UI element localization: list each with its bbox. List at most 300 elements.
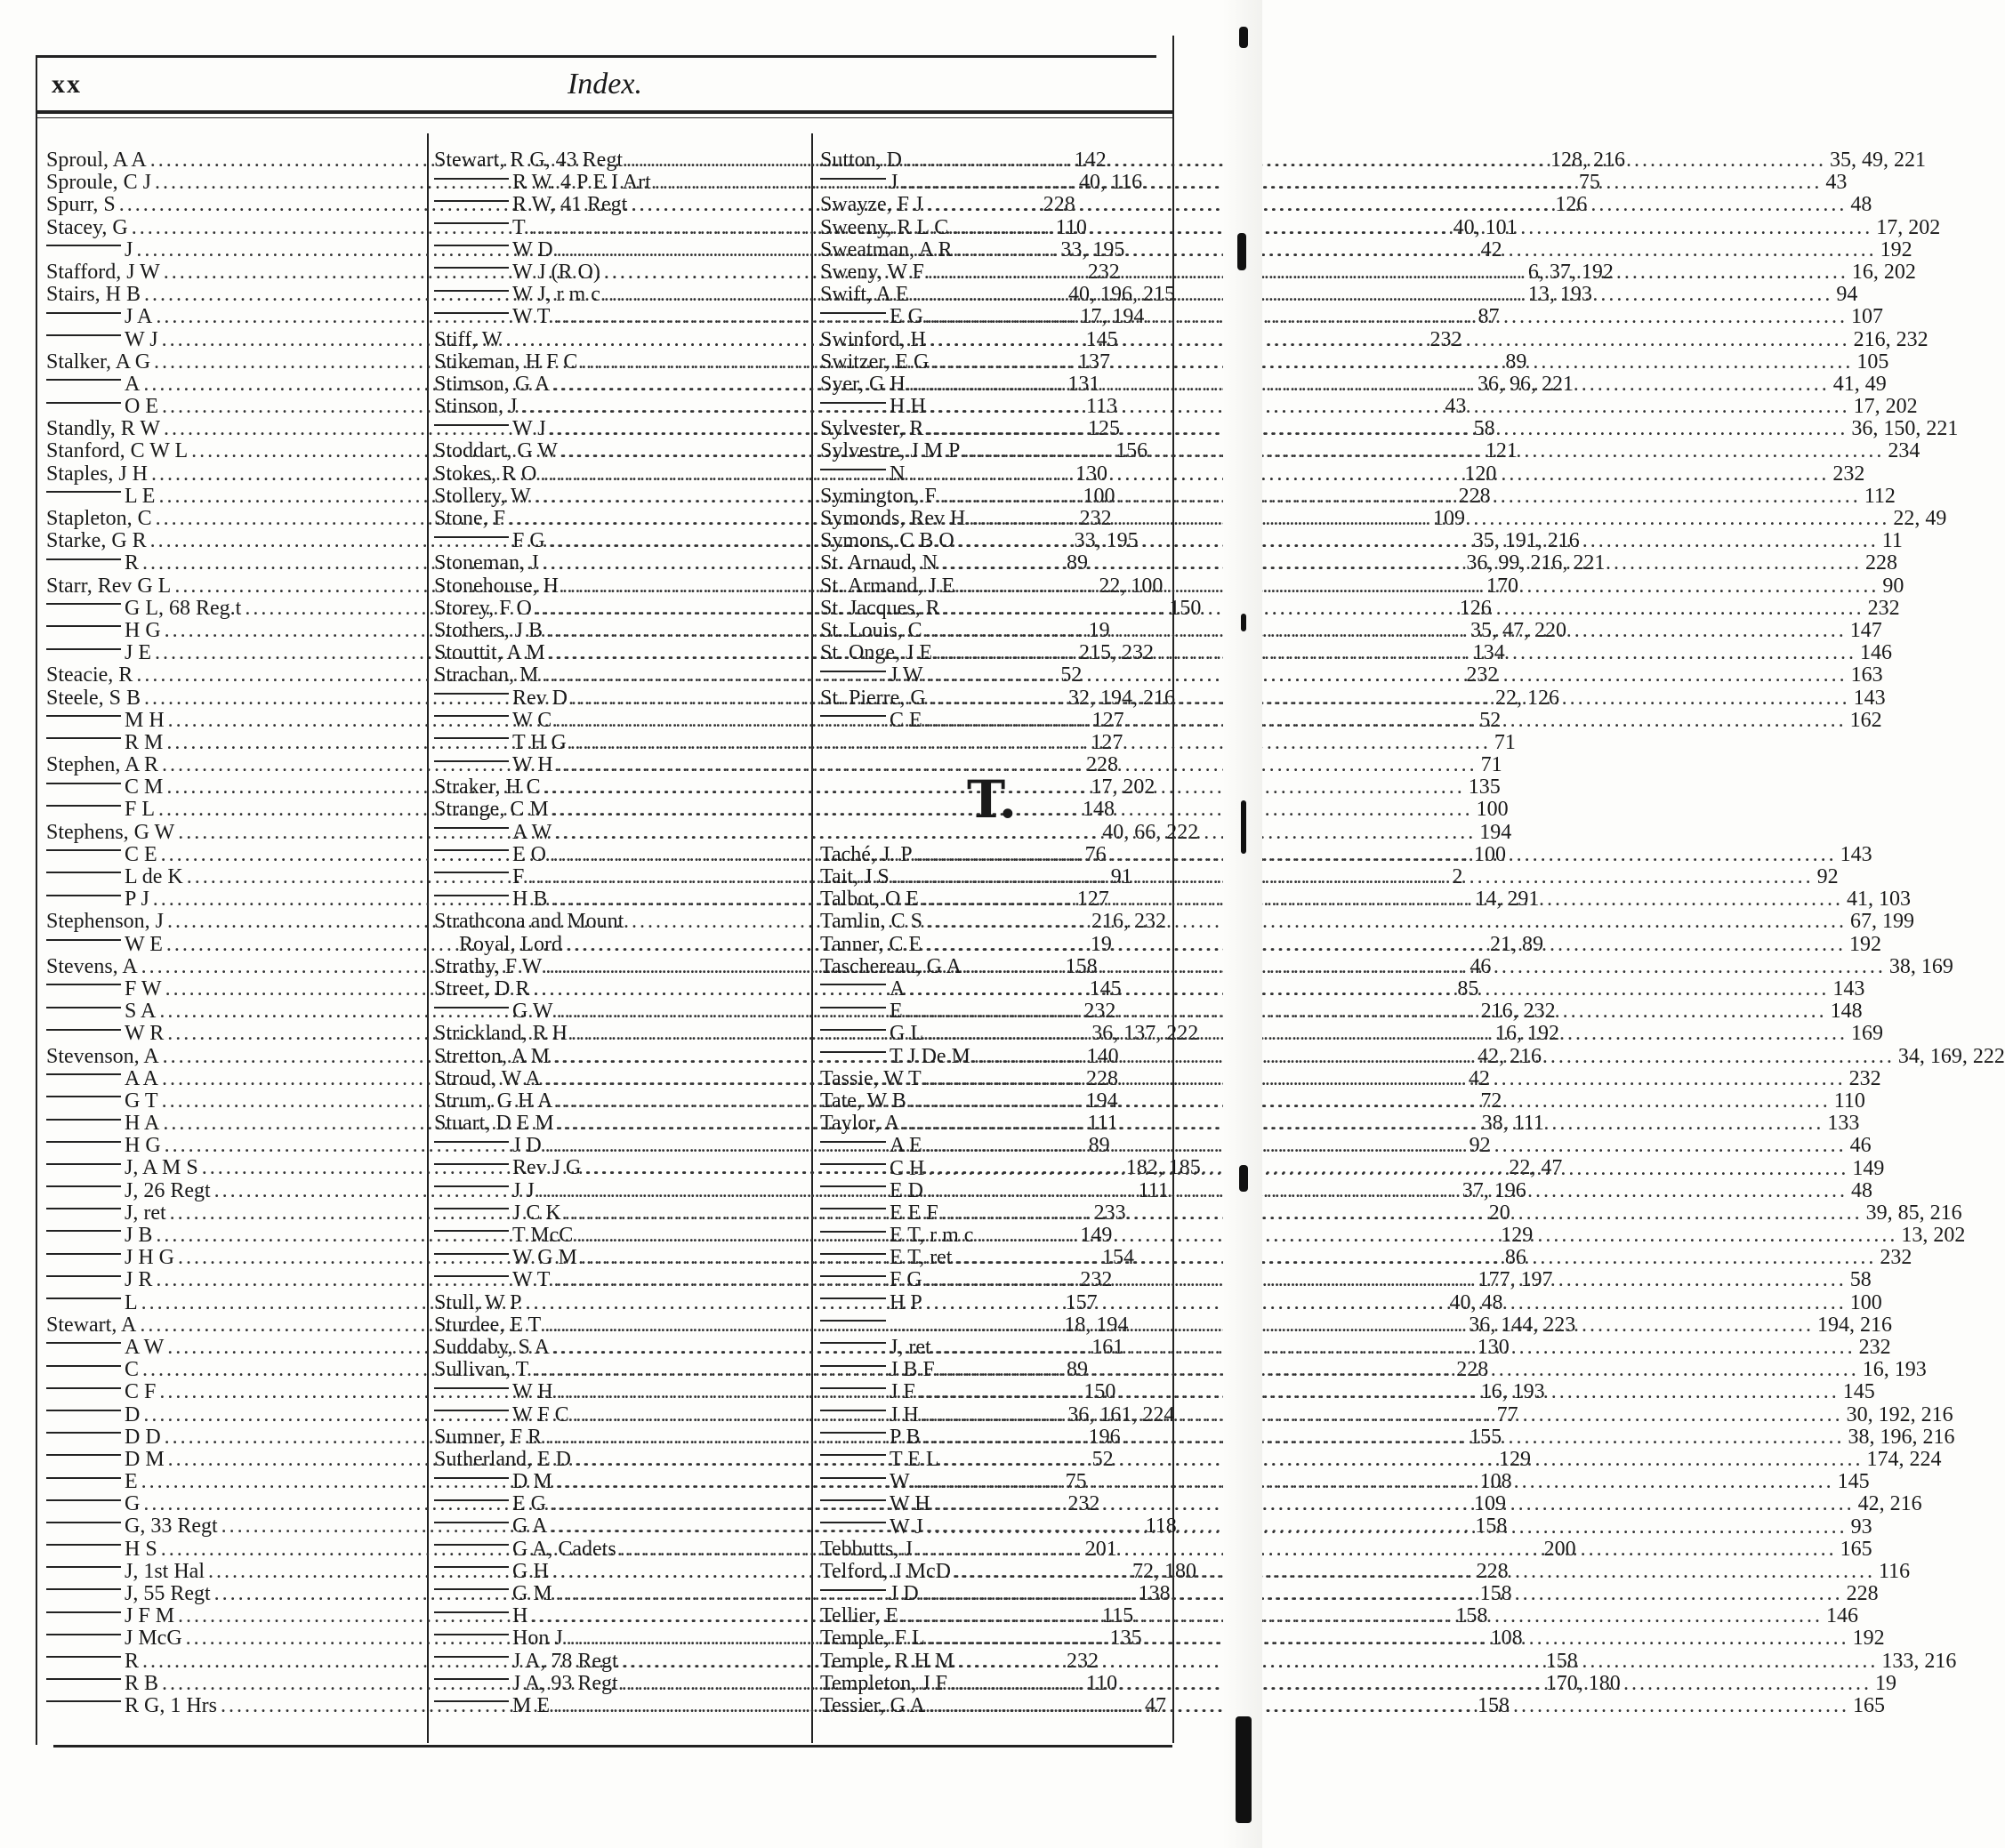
entry-pages: 232	[1080, 1268, 1113, 1292]
entry-indent	[46, 978, 125, 1000]
ditto-dash	[46, 1208, 121, 1209]
entry-name: C E	[125, 842, 157, 866]
entry-name: Strickland, R H	[434, 1022, 568, 1046]
leader-dots	[925, 1068, 1846, 1090]
entry-indent	[820, 1471, 890, 1493]
leader-dots	[908, 463, 1829, 486]
entry-pages: 163	[1850, 663, 1883, 687]
entry-indent	[46, 1426, 125, 1449]
entry-pages: 94	[1836, 283, 1858, 307]
entry-pages: 16, 193	[1862, 1358, 1927, 1382]
leader-dots	[963, 440, 1884, 462]
ditto-dash	[820, 1365, 886, 1367]
entry-name: E G	[890, 305, 923, 329]
entry-indent	[46, 1292, 125, 1314]
entry-indent	[46, 329, 125, 351]
entry-name: J D	[512, 1134, 542, 1158]
entry-pages: 46	[1470, 954, 1492, 978]
entry-name: W R	[125, 1022, 165, 1046]
entry-indent	[46, 1651, 125, 1673]
entry-pages: 118	[1145, 1515, 1177, 1539]
entry-name: Straker, H C	[434, 775, 541, 799]
ditto-dash	[434, 1477, 509, 1479]
entry-name: St. Louis, C	[820, 618, 922, 642]
leader-dots	[928, 1158, 1848, 1180]
section-letter-heading: T.	[967, 768, 1017, 830]
entry-indent	[46, 1605, 125, 1627]
entry-pages: 216, 232	[1091, 910, 1166, 934]
entry-name: T E L	[890, 1447, 939, 1471]
entry-pages: 127	[1076, 888, 1109, 912]
leader-dots	[927, 306, 1848, 328]
entry-name: Staples, J H	[46, 462, 148, 486]
entry-name: Sweny, W F	[820, 260, 924, 284]
entry-pages: 92	[1469, 1134, 1491, 1158]
entry-pages: 35, 191, 216	[1472, 529, 1580, 553]
leader-dots	[903, 1113, 1824, 1135]
entry-pages: 89	[1067, 551, 1089, 575]
ditto-dash	[820, 984, 886, 985]
entry-name: Rev J G	[512, 1156, 582, 1180]
leader-dots	[926, 1269, 1847, 1291]
entry-pages: 40, 48	[1449, 1290, 1503, 1314]
entry-name: G A, Cadets	[512, 1537, 616, 1561]
ditto-dash	[820, 1298, 886, 1299]
entry-indent	[46, 552, 125, 574]
entry-name: J A	[125, 305, 153, 329]
ditto-dash	[820, 469, 886, 470]
ditto-dash	[46, 1588, 121, 1590]
entry-pages: 6, 37, 192	[1527, 260, 1614, 284]
entry-pages: 110	[1086, 1671, 1118, 1695]
entry-name: J A, 93 Regt	[512, 1671, 618, 1695]
entry-name: Symington, F	[820, 484, 937, 508]
entry-indent	[434, 1225, 512, 1247]
ditto-dash	[820, 178, 886, 180]
entry-pages: 228	[1865, 551, 1897, 575]
entry-name: H	[512, 1604, 528, 1628]
entry-indent	[434, 687, 512, 710]
entry-name: Taché, J. P	[820, 842, 913, 866]
ditto-dash	[46, 1253, 121, 1255]
entry-name: Tessier, G A	[820, 1694, 926, 1717]
entry-name: Rev D	[512, 686, 568, 710]
entry-indent	[434, 306, 512, 328]
entry-pages: 22, 100	[1099, 574, 1164, 598]
ditto-dash	[46, 783, 121, 784]
entry-name: J, ret	[125, 1201, 166, 1225]
entry-pages: 216, 232	[1853, 327, 1929, 351]
entry-pages: 16, 192	[1495, 1022, 1559, 1046]
ditto-dash	[46, 603, 121, 605]
entry-indent	[434, 710, 512, 732]
entry-name: J McG	[125, 1627, 182, 1651]
entry-indent	[434, 261, 512, 284]
entry-indent	[434, 1180, 512, 1202]
entry-name: Stevens, A	[46, 954, 138, 978]
ditto-dash	[46, 1141, 121, 1143]
entry-pages: 115	[1102, 1604, 1134, 1628]
entry-name: T McC	[512, 1224, 574, 1247]
ditto-dash	[434, 895, 509, 896]
ditto-dash	[46, 1387, 121, 1389]
ditto-dash	[820, 1185, 886, 1187]
entry-pages: 58	[1849, 1268, 1872, 1292]
entry-name: Sweeny, R L C	[820, 215, 949, 239]
entry-name: C M	[125, 775, 164, 799]
entry-pages: 134	[1472, 641, 1505, 665]
leader-dots	[926, 710, 1847, 732]
entry-pages: 43	[1825, 171, 1848, 195]
entry-pages: 16, 193	[1480, 1380, 1545, 1404]
entry-indent	[46, 934, 125, 956]
entry-name: St. Armand, J E	[820, 574, 955, 598]
ditto-dash	[434, 827, 509, 829]
ditto-dash	[434, 1387, 509, 1389]
ditto-dash	[434, 1185, 509, 1187]
entry-name: S A	[125, 1000, 157, 1024]
entry-name: Sylvestre, J M P	[820, 439, 961, 463]
entry-name: H B	[512, 888, 548, 912]
entry-name: Stephenson, J	[46, 910, 164, 934]
ditto-dash	[434, 1678, 509, 1680]
leader-dots	[965, 956, 1886, 978]
entry-pages: 17, 202	[1876, 215, 1941, 239]
entry-pages: 158	[1475, 1515, 1508, 1539]
entry-name: W H	[512, 753, 553, 777]
entry-name: Steele, S B	[46, 686, 141, 710]
leader-dots	[930, 687, 1850, 710]
leader-dots	[944, 598, 1864, 620]
header-rule-thick	[36, 110, 1172, 114]
entry-name: E G	[512, 1492, 546, 1516]
entry-name: Stiff, W	[434, 327, 503, 351]
ditto-dash	[820, 1141, 886, 1143]
index-entry	[434, 911, 802, 933]
entry-indent	[434, 1157, 512, 1179]
entry-pages: 32, 194, 216	[1068, 686, 1175, 710]
entry-name: W T	[512, 1268, 551, 1292]
entry-indent	[434, 1471, 512, 1493]
entry-name: C F	[125, 1380, 157, 1404]
entry-name: St. Onge, J E	[820, 641, 932, 665]
entry-name: Storey, F O	[434, 596, 532, 620]
entry-name: Symons, C B O	[820, 529, 954, 553]
entry-pages: 16, 202	[1851, 260, 1916, 284]
ditto-dash	[434, 1253, 509, 1255]
entry-name: W J (R O)	[512, 260, 600, 284]
entry-pages: 38, 169	[1888, 954, 1953, 978]
ditto-dash	[46, 1499, 121, 1501]
entry-indent	[820, 1180, 890, 1202]
entry-indent	[434, 732, 512, 754]
entry-pages: 232	[1087, 260, 1120, 284]
entry-indent	[46, 799, 125, 821]
ditto-dash	[820, 715, 886, 717]
entry-indent	[434, 1583, 512, 1605]
entry-pages: 46	[1849, 1134, 1872, 1158]
entry-indent	[820, 1046, 890, 1068]
entry-name: Symonds, Rev H	[820, 507, 966, 530]
entry-pages: 100	[1083, 484, 1115, 508]
entry-pages: 125	[1088, 417, 1121, 441]
entry-pages: 138	[1138, 1582, 1171, 1605]
entry-name: St. Jacques, R	[820, 596, 940, 620]
entry-name: A A	[125, 1066, 159, 1090]
entry-name: Starke, G R	[46, 529, 147, 553]
entry-name: D D	[125, 1425, 161, 1449]
entry-name: Stikeman, H F C	[434, 350, 578, 374]
entry-name: Stacey, G	[46, 215, 128, 239]
entry-pages: 149	[1852, 1156, 1885, 1180]
entry-pages: 126	[1555, 193, 1588, 217]
entry-pages: 135	[1468, 775, 1501, 799]
entry-name: Sturdee, E T	[434, 1313, 542, 1337]
ditto-dash	[434, 245, 509, 246]
entry-name: Sylvester, R	[820, 417, 924, 441]
entry-pages: 194	[1479, 820, 1512, 844]
ditto-dash	[434, 693, 509, 695]
entry-pages: 127	[1091, 730, 1123, 754]
entry-pages: 232	[1466, 663, 1499, 687]
entry-name: W J	[890, 1515, 923, 1539]
entry-indent	[46, 642, 125, 664]
entry-pages: 143	[1840, 842, 1872, 866]
entry-indent	[46, 1471, 125, 1493]
ditto-dash	[46, 625, 121, 627]
ditto-dash	[46, 491, 121, 493]
entry-pages: 149	[1080, 1224, 1113, 1247]
entry-indent	[434, 530, 512, 552]
entry-indent	[434, 1135, 512, 1157]
entry-pages: 201	[1084, 1537, 1117, 1561]
entry-pages: 41, 49	[1832, 372, 1887, 396]
entry-pages: 22, 49	[1893, 507, 1947, 530]
entry-name: Templeton, J F	[820, 1671, 947, 1695]
leader-dots	[928, 261, 1848, 284]
entry-name: Switzer, E G	[820, 350, 930, 374]
leader-dots	[930, 329, 1850, 351]
ditto-dash	[820, 1522, 886, 1523]
entry-indent	[46, 239, 125, 261]
index-entry	[820, 327, 1929, 351]
entry-pages: 113	[1086, 395, 1118, 419]
leader-dots	[919, 1381, 1840, 1403]
entry-name: Stinson, J	[434, 395, 518, 419]
entry-pages: 228	[1043, 193, 1075, 217]
leader-dots	[926, 194, 1847, 216]
entry-pages: 145	[1085, 327, 1118, 351]
ditto-dash	[46, 1566, 121, 1568]
entry-name: J R	[125, 1268, 153, 1292]
entry-pages: 37, 196	[1461, 1178, 1526, 1202]
entry-pages: 100	[1474, 842, 1506, 866]
entry-pages: 129	[1498, 1447, 1531, 1471]
ditto-dash	[434, 872, 509, 873]
ditto-dash	[434, 1141, 509, 1143]
entry-pages: 11	[1881, 529, 1903, 553]
entry-indent	[46, 888, 125, 911]
entry-pages: 109	[1433, 507, 1466, 530]
entry-pages: 40, 196, 215	[1068, 283, 1176, 307]
entry-name: G	[125, 1492, 141, 1516]
entry-indent	[46, 1381, 125, 1403]
entry-name: Sullivan, T	[434, 1358, 529, 1382]
entry-pages: 228	[1086, 753, 1119, 777]
entry-pages: 2	[1452, 865, 1463, 888]
ditto-dash	[820, 1589, 886, 1591]
entry-pages: 232	[1880, 1246, 1912, 1270]
entry-name: Sutherland, E D	[434, 1447, 571, 1471]
entry-indent	[820, 1337, 890, 1359]
leader-dots	[910, 1090, 1831, 1113]
entry-pages: 100	[1476, 798, 1509, 822]
ditto-dash	[46, 1342, 121, 1344]
entry-name: J A, 78 Regt	[512, 1649, 618, 1673]
entry-pages: 137	[1078, 350, 1111, 374]
ditto-dash	[434, 267, 509, 269]
leader-dots	[942, 1202, 1863, 1225]
leader-dots	[951, 1673, 1872, 1695]
entry-pages: 232	[1429, 327, 1462, 351]
leader-dots	[916, 844, 1837, 866]
entry-pages: 228	[1456, 1358, 1489, 1382]
leader-dots	[909, 374, 1830, 396]
entry-pages: 112	[1864, 484, 1896, 508]
entry-pages: 39, 85, 216	[1865, 1201, 1962, 1225]
ditto-dash	[434, 715, 509, 717]
entry-indent	[820, 1583, 890, 1605]
entry-pages: 140	[1086, 1044, 1119, 1068]
entry-name: J B F	[890, 1358, 935, 1382]
ditto-dash	[46, 1230, 121, 1232]
entry-indent	[434, 1404, 512, 1426]
entry-pages: 129	[1501, 1224, 1534, 1247]
entry-pages: 42, 216	[1857, 1492, 1922, 1516]
entry-pages: 228	[1458, 484, 1491, 508]
entry-pages: 42	[1468, 1066, 1490, 1090]
ditto-dash	[820, 1231, 886, 1233]
entry-name: Tassie, W T	[820, 1066, 922, 1090]
ditto-dash	[820, 1163, 886, 1165]
entry-indent	[434, 1695, 512, 1717]
entry-name: Stafford, J W	[46, 260, 160, 284]
ditto-dash	[434, 1275, 509, 1277]
leader-dots	[923, 1426, 1844, 1449]
ditto-dash	[46, 849, 121, 851]
entry-name: J D	[890, 1582, 919, 1606]
entry-name: W J, r m c	[512, 283, 600, 307]
entry-pages: 76	[1084, 842, 1107, 866]
entry-name: Telford, J McD	[820, 1559, 951, 1583]
entry-name: M H	[125, 708, 165, 732]
leader-dots	[926, 1135, 1847, 1157]
entry-pages: 145	[1837, 1470, 1870, 1494]
entry-name: F W	[125, 976, 162, 1000]
entry-name: Royal, Lord	[459, 932, 562, 956]
entry-indent	[820, 1493, 890, 1515]
entry-name: J, ret	[890, 1336, 931, 1359]
entry-name: C H	[890, 1156, 925, 1180]
ditto-dash	[434, 760, 509, 762]
entry-pages: 36, 150, 221	[1851, 417, 1959, 441]
ditto-dash	[46, 648, 121, 650]
entry-indent	[434, 1605, 512, 1627]
entry-name: C E	[890, 708, 922, 732]
entry-pages: 131	[1067, 372, 1100, 396]
entry-name: R	[125, 551, 140, 575]
entry-name: H P	[890, 1290, 922, 1314]
ditto-dash	[820, 1342, 886, 1344]
entry-name: J H G	[125, 1246, 175, 1270]
ditto-dash	[820, 671, 886, 672]
entry-name: Stewart, A	[46, 1313, 137, 1337]
entry-pages: 148	[1083, 798, 1115, 822]
entry-name: G L, 68 Reg.t	[125, 596, 242, 620]
section-spacer	[820, 732, 1164, 755]
entry-indent	[434, 1627, 512, 1650]
entry-pages: 232	[1867, 596, 1900, 620]
entry-name: Swift, A E	[820, 283, 909, 307]
ditto-dash	[46, 1163, 121, 1165]
entry-indent	[820, 1314, 890, 1337]
entry-name: G M	[512, 1582, 552, 1605]
entry-indent	[434, 418, 512, 440]
entry-name: E T, r m c	[890, 1224, 974, 1248]
entry-pages: 145	[1089, 976, 1122, 1000]
ditto-dash	[46, 402, 121, 404]
entry-name: J F M	[125, 1604, 175, 1628]
entry-pages: 228	[1476, 1559, 1509, 1583]
page-number: xx	[52, 69, 82, 99]
entry-pages: 194, 216	[1817, 1313, 1892, 1337]
entry-pages: 196	[1088, 1425, 1121, 1449]
entry-name: Stairs, H B	[46, 283, 141, 307]
entry-indent	[820, 664, 890, 687]
entry-pages: 43	[1445, 395, 1467, 419]
leader-dots	[927, 1516, 1848, 1539]
entry-pages: 91	[1110, 865, 1132, 888]
entry-name: Standly, R W	[46, 417, 161, 441]
binding-edge-marks	[1232, 0, 1255, 1848]
entry-pages: 36, 96, 221	[1478, 372, 1574, 396]
ditto-dash	[820, 1477, 886, 1479]
entry-pages: 170, 180	[1545, 1671, 1621, 1695]
leader-dots	[926, 911, 1847, 933]
entry-name: W J	[512, 417, 546, 441]
ditto-dash	[46, 1678, 121, 1680]
entry-indent	[46, 1180, 125, 1202]
entry-name: E E F	[890, 1201, 938, 1225]
entry-pages: 158	[1545, 1649, 1578, 1673]
entry-name: R W. 4 P E I Art	[512, 171, 651, 195]
entry-pages: 111	[1138, 1178, 1169, 1202]
entry-name: St. Arnaud, N	[820, 551, 938, 575]
entry-name: R G, 1 Hrs	[125, 1693, 218, 1717]
entry-pages: 133, 216	[1881, 1649, 1957, 1673]
leader-dots	[901, 172, 1822, 194]
entry-name: L de K	[125, 865, 183, 888]
entry-pages: 52	[1091, 1447, 1114, 1471]
entry-pages: 200	[1543, 1537, 1576, 1561]
ditto-dash	[46, 895, 121, 896]
entry-name: Tate, W B	[820, 1089, 906, 1113]
ditto-dash	[434, 1611, 509, 1613]
entry-indent	[46, 1113, 125, 1135]
entry-pages: 71	[1494, 730, 1516, 754]
ditto-dash	[46, 1185, 121, 1187]
entry-pages: 38, 196, 216	[1848, 1425, 1955, 1449]
